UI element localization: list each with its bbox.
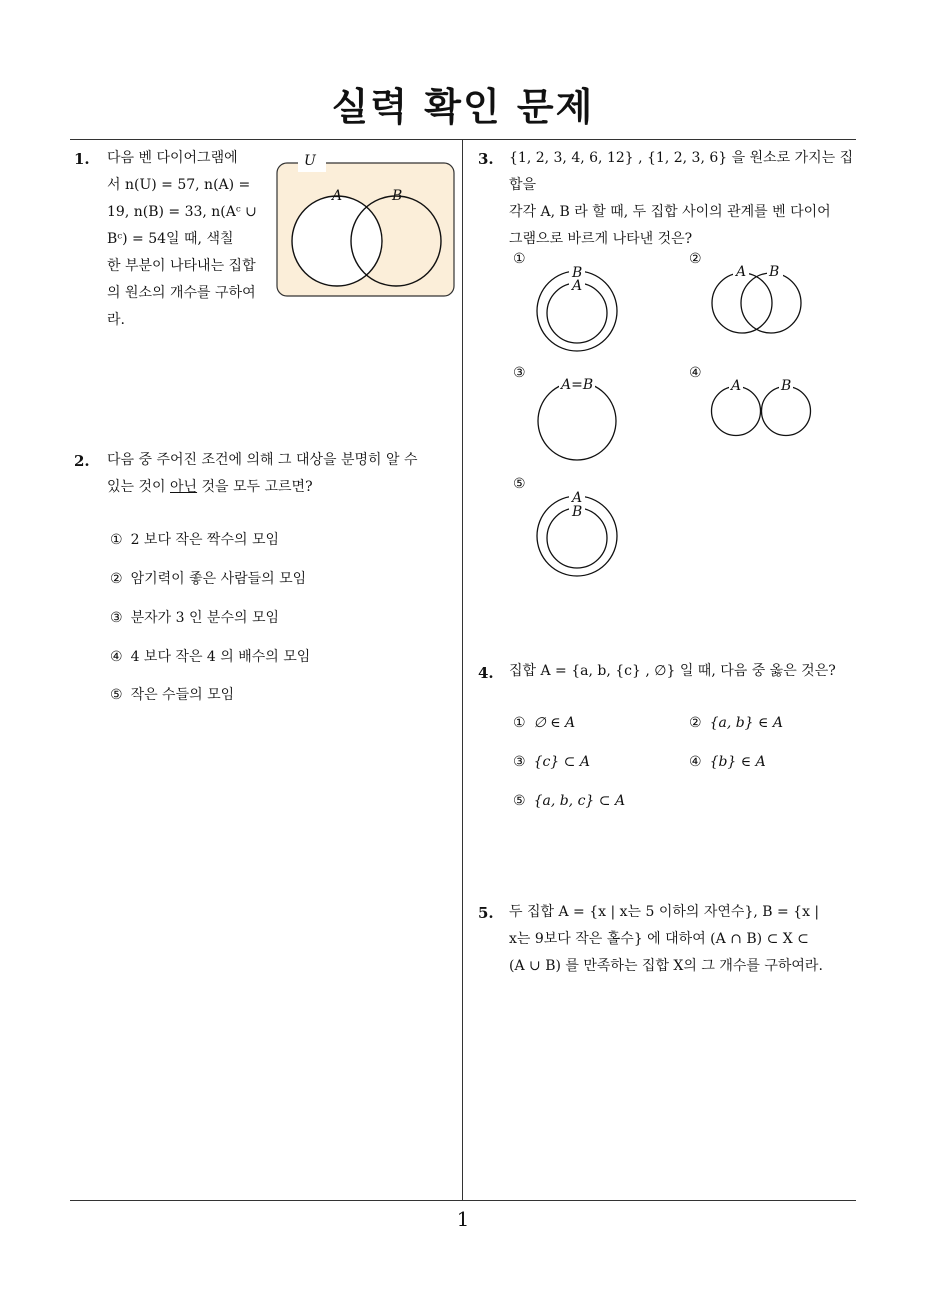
choice-text: 작은 수들의 모임 [130,687,235,703]
q3-line: 그램으로 바르게 나타낸 것은? [509,231,693,247]
q3-option-2-label-a: A [736,264,747,280]
venn-label-b: B [392,188,403,204]
q3-option-2-diagram [711,270,803,334]
choice-text: {a, b, c} ⊂ A [533,793,626,809]
top-rule [70,139,856,140]
column-divider [462,140,463,1200]
venn-label-a: A [332,188,343,204]
choice-text: ∅ ∈ A [533,715,576,731]
q2-choice-5[interactable] [110,684,234,704]
q1-line: 19, n(B) = 33, n(Aᶜ ∪ [107,204,257,220]
q5-line: (A ∪ B) 를 만족하는 집합 X의 그 개수를 구하여라. [509,958,823,974]
q4-choice-1[interactable] [513,715,575,731]
q3-option-4-mark[interactable]: ④ [689,365,702,381]
choice-text: 2 보다 작은 짝수의 모임 [130,532,279,548]
q5-line: x는 9보다 작은 홀수} 에 대하여 (A ∩ B) ⊂ X ⊂ [509,931,809,947]
q4-number: 4. [478,664,494,682]
q2-choice-2[interactable] [110,568,306,588]
q1-line: 의 원소의 개수를 구하여 [107,285,256,301]
choice-mark: ⑤ [513,793,526,809]
q1-line: 서 n(U) = 57, n(A) = [107,177,251,193]
q1-line: 라. [107,312,125,328]
q2-choice-3[interactable] [110,607,279,627]
choice-mark: ③ [110,610,123,626]
q5-line: 두 집합 A = {x | x는 5 이하의 자연수}, B = {x | [509,904,820,920]
bottom-rule [70,1200,856,1201]
q2-underlined-word: 아닌 [170,479,198,495]
q3-option-2-mark[interactable]: ② [689,251,702,267]
q2-text-part: 있는 것이 [107,479,170,495]
q3-option-3-mark[interactable]: ③ [513,365,526,381]
q3-option-4-label-b: B [781,378,792,394]
q3-option-3-diagram [537,381,617,461]
choice-text: {c} ⊂ A [533,754,590,770]
q5-number: 5. [478,904,494,922]
q1-venn-diagram [276,160,456,298]
choice-text: 분자가 3 인 분수의 모임 [130,610,279,626]
q3-line: 각각 A, B 라 할 때, 두 집합 사이의 관계를 벤 다이어 [509,204,831,220]
q3-option-5-label-outer: A [572,490,583,506]
q3-option-1-label-outer: B [572,265,583,281]
q2-choice-4[interactable] [110,646,310,666]
q3-option-1-label-inner: A [572,278,583,294]
page-number: 1 [456,1207,470,1231]
choice-mark: ④ [110,649,123,665]
choice-text: 4 보다 작은 4 의 배수의 모임 [130,649,311,665]
q4-choice-4[interactable] [689,754,766,770]
choice-mark: ② [689,715,702,731]
q1-number: 1. [74,150,90,168]
q4-choice-5[interactable] [513,793,625,809]
choice-text: {a, b} ∈ A [709,715,783,731]
q3-option-5-label-inner: B [572,504,583,520]
q3-text [509,145,859,253]
q2-choice-1[interactable] [110,529,279,549]
q3-option-3-label: A=B [561,377,594,393]
choice-text: 암기력이 좋은 사람들의 모임 [130,571,307,587]
choice-mark: ① [513,715,526,731]
q4-choice-3[interactable] [513,754,590,770]
q4-text: 집합 A = {a, b, {c} , ∅} 일 때, 다음 중 옳은 것은? [509,663,836,679]
q3-option-4-diagram [711,385,811,437]
q3-option-4-label-a: A [731,378,742,394]
q3-option-2-label-b: B [769,264,780,280]
q2-text [107,447,457,501]
page-title: 실력 확인 문제 [331,85,595,129]
choice-text: {b} ∈ A [709,754,766,770]
choice-mark: ① [110,532,123,548]
q1-text [107,145,267,334]
q2-line: 다음 중 주어진 조건에 의해 그 대상을 분명히 알 수 [107,452,418,468]
q3-line: {1, 2, 3, 4, 6, 12} , {1, 2, 3, 6} 을 원소로 가지는 집합을 [509,150,854,193]
venn-label-u: U [304,153,316,169]
q5-text [509,899,859,980]
q1-line: 다음 벤 다이어그램에 [107,150,238,166]
q3-number: 3. [478,150,494,168]
choice-mark: ④ [689,754,702,770]
q2-number: 2. [74,452,90,470]
q1-line: 한 부분이 나타내는 집합 [107,258,256,274]
choice-mark: ⑤ [110,687,123,703]
q2-line [107,474,457,501]
q4-choice-2[interactable] [689,715,783,731]
venn-set-a [292,196,382,286]
q2-text-part: 것을 모두 고르면? [197,479,313,495]
q3-option-5-mark[interactable]: ⑤ [513,476,526,492]
q1-line: Bᶜ) = 54일 때, 색칠 [107,231,234,247]
choice-mark: ② [110,571,123,587]
q3-option-1-mark[interactable]: ① [513,251,526,267]
choice-mark: ③ [513,754,526,770]
